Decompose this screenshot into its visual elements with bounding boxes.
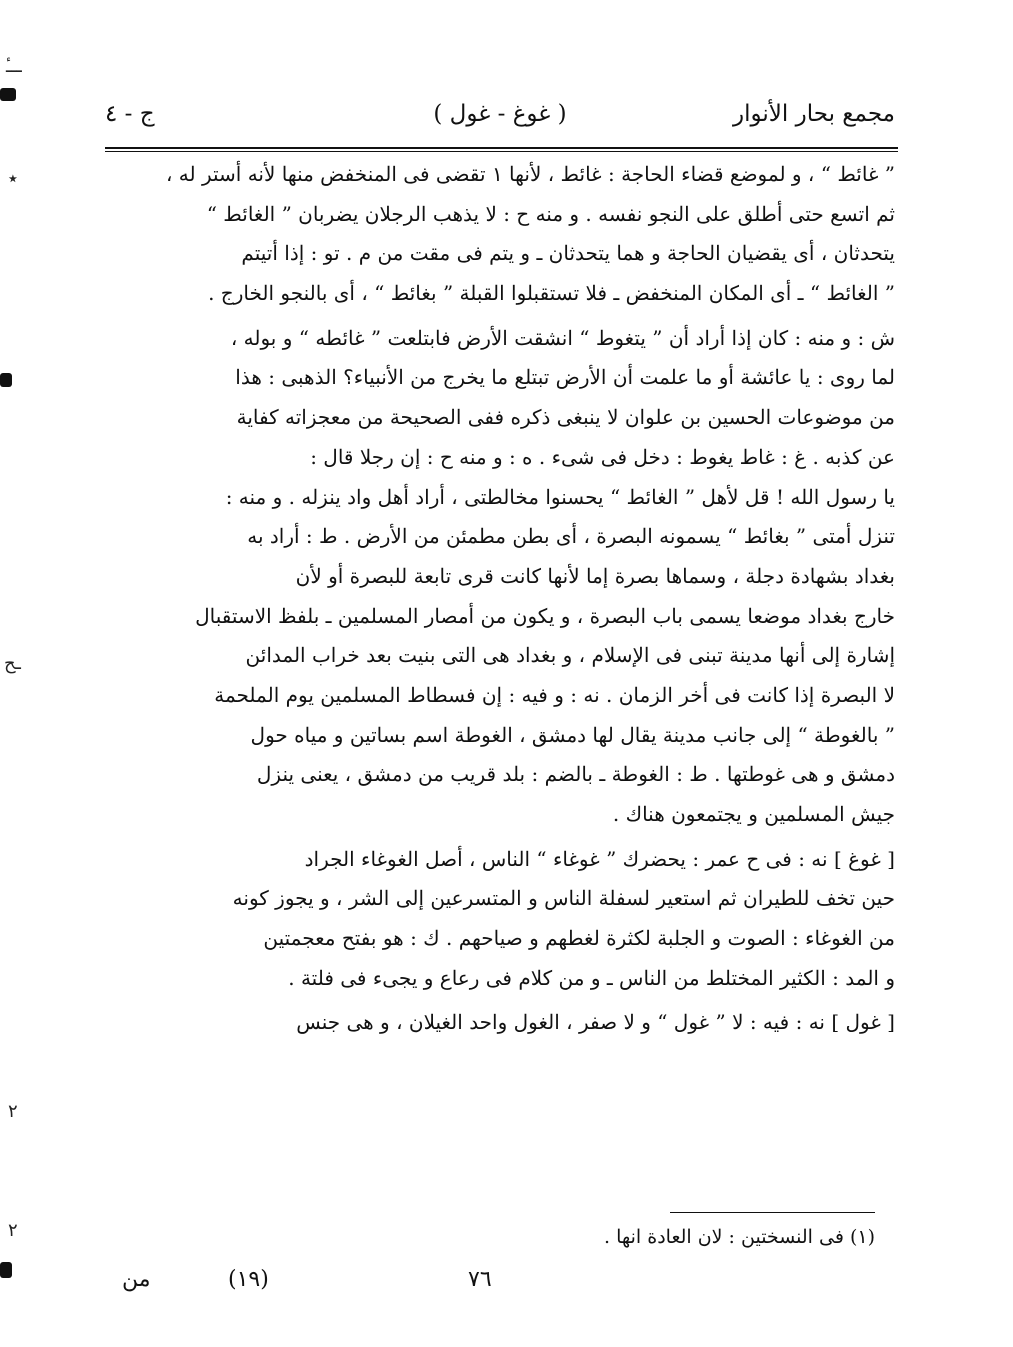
running-head <box>105 92 895 136</box>
margin-mark: ٢ <box>8 1101 18 1122</box>
page-number: ٧٦ <box>468 1267 492 1292</box>
text-line: بغداد بشهادة دجلة ، وسماها بصرة إما لأنها كانت قرى تابعة للبصرة أو لأن <box>295 563 895 588</box>
footnote-rule <box>670 1212 875 1213</box>
margin-ink-bar <box>0 373 12 387</box>
text-line: عن كذبه . غ : غاط يغوط : دخل فى شىء . ه : و منه ح : إن رجلا قال : <box>310 444 895 469</box>
text-line: جيش المسلمين و يجتمعون هناك . <box>612 802 895 826</box>
text-line: إشارة إلى أنها مدينة تبنى فى الإسلام ، و بغداد هى التى بنيت بعد خراب المدائن <box>245 643 895 668</box>
catchword: من <box>122 1267 151 1292</box>
text-line: ثم اتسع حتى أطلق على النجو نفسه . و منه ح : لا يذهب الرجلان يضربان ” الغائط “ <box>206 201 895 226</box>
text-line: تنزل أمتى ” بغائط “ يسمونه البصرة ، أى بطن مطمئن من الأرض . ط : أراد به <box>247 524 895 549</box>
text-line: لا البصرة إذا كانت فى أخر الزمان . نه : و فيه : إن فسطاط المسلمين يوم الملحمة <box>214 682 895 707</box>
text-line: لما روى : يا عائشة أو ما علمت أن الأرض تبتلع ما يخرج من الأنبياء؟ الذهبى : هذا <box>235 365 895 390</box>
header-rule <box>105 147 898 149</box>
volume-label: ج - ٤ <box>105 101 155 127</box>
text-line: ” بالغوطة “ إلى جانب مدينة يقال لها دمشق ، الغوطة اسم بساتين و مياه حول <box>250 722 895 747</box>
margin-mark: ـح <box>4 653 21 674</box>
margin-mark: ـــٔ <box>6 56 22 77</box>
text-line: يتحدثان ، أى يقضيان الحاجة و هما يتحدثان ـ و يتم فى مقت من م . تو : إذا أتيتم <box>241 241 895 266</box>
text-line: ” غائط “ ، و لموضع قضاء الحاجة : غائط ، لأنها ١ تقضى فى المنخفض منها لأنه أستر له ، <box>165 162 895 186</box>
text-line: من موضوعات الحسين بن علوان لا ينبغى ذكره ففى الصحيحة من معجزاته كفاية <box>236 405 895 430</box>
entry-range: ( غوغ - غول ) <box>433 101 567 127</box>
text-line: و المد : الكثير المختلط من الناس ـ و من كلام فى رعاع و يجىء فى فلتة . <box>288 965 895 990</box>
header-rule-thin <box>105 151 898 152</box>
text-line: ش : و منه : كان إذا أراد أن ” يتغوط “ انشقت الأرض فابتلعت ” غائطه “ و بوله ، <box>230 325 895 350</box>
margin-mark: ٢ <box>8 1220 18 1241</box>
text-line: من الغوغاء : الصوت و الجلبة لكثرة لغطهم و صياحهم . ك : هو بفتح معجمتين <box>263 926 895 951</box>
text-line: خارج بغداد موضعا يسمى باب البصرة ، و يكون من أمصار المسلمين ـ بلفظ الاستقبال <box>195 603 895 628</box>
entry-heading-line: [ غوغ ] نه : فى ح عمر : يحضرك ” غوغاء “ الناس ، أصل الغوغاء الجراد <box>304 846 895 871</box>
main-text <box>110 155 895 1043</box>
page-footer <box>100 1262 540 1298</box>
text-line: دمشق و هى غوطتها . ط : الغوطة ـ بالضم : بلد قريب من دمشق ، يعنى ينزل <box>256 762 895 787</box>
text-line: ” الغائط “ ـ أى المكان المنخفض ـ فلا تستقبلوا القبلة ” بغائط “ ، أى بالنجو الخارج . <box>208 281 895 306</box>
margin-ink-bar <box>0 88 16 101</box>
margin-ink-bar <box>0 1262 12 1278</box>
book-title: مجمع بحار الأنوار <box>733 101 895 127</box>
text-line: يا رسول الله ! قل لأهل ” الغائط “ يحسنوا مخالطتى ، أراد أهل واد ينزله . و منه : <box>225 484 895 509</box>
entry-heading-line: [ غول ] نه : فيه : لا ” غول “ و لا صفر ، الغول واحد الغيلان ، و هى جنس <box>296 1010 895 1035</box>
margin-mark: ٭ <box>8 168 18 189</box>
text-line: حين تخف للطيران ثم استعير لسفلة الناس و المتسرعين إلى الشر ، و يجوز كونه <box>232 886 895 911</box>
signature-number: (١٩) <box>228 1267 269 1292</box>
footnote: (١) فى النسختين : لان العادة انها . <box>604 1226 875 1248</box>
